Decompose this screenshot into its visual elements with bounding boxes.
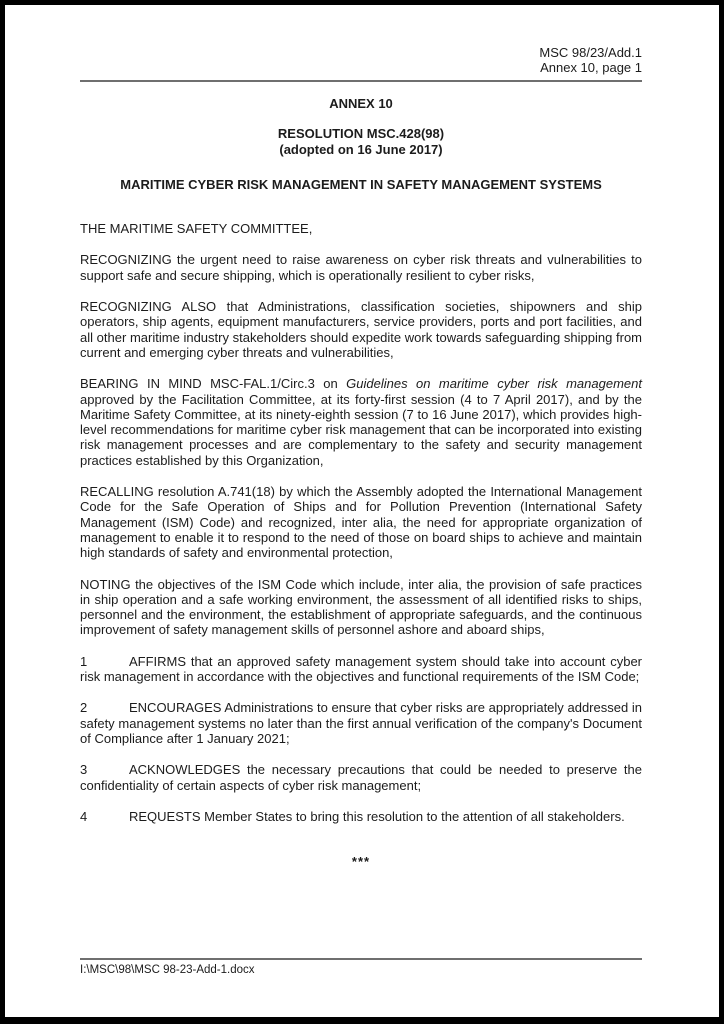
paragraph-number: 2 <box>80 700 88 716</box>
paragraph-text: BEARING IN MIND MSC-FAL.1/Circ.3 on <box>80 376 347 392</box>
operative-paragraph-3 <box>80 762 642 793</box>
paragraph-text: approved by the Facilitation Committee, at its forty-first session (4 to 7 April 2017), and by the Maritime Safety Committee, at its ninety-eighth session (7 to 16 June 2017), which provides high-level recommendations for maritime cyber risk management that can be incorporated into existing risk management processes and are complementary to the safety and security management practices established by this Organization, <box>80 391 642 468</box>
paragraph-number: 1 <box>80 653 88 669</box>
doc-reference: MSC 98/23/Add.1 <box>539 45 642 60</box>
operative-paragraph-4 <box>80 809 642 824</box>
preamble-paragraph-recalling: RECALLING resolution A.741(18) by which the Assembly adopted the International Management Code for the Safe Operation of Ships and for Pollution Prevention (International Safety Management (ISM) Code) and recognized, inter alia, the need for appropriate organization of management to enable it to respond to the need of those on board ships to achieve and maintain high standards of safety and environmental protection, <box>80 484 642 561</box>
operative-paragraph-2 <box>80 700 642 746</box>
italic-citation: Guidelines on maritime cyber risk management <box>346 376 642 392</box>
paragraph-number: 4 <box>80 808 88 824</box>
page-header <box>80 45 642 75</box>
paragraph-number: 3 <box>80 762 88 778</box>
header-rule <box>80 80 642 82</box>
preamble-paragraph-noting: NOTING the objectives of the ISM Code which include, inter alia, the provision of safe practices in ship operation and a safe working environment, the assessment of all identified risks to ships, personnel and the environment, the establishment of appropriate safeguards, and the continuous improvement of safety management skills of personnel ashore and aboard ships, <box>80 576 642 638</box>
page-footer <box>80 958 642 977</box>
salutation: THE MARITIME SAFETY COMMITTEE, <box>80 221 313 237</box>
file-path: I:\MSC\98\MSC 98-23-Add-1.docx <box>80 964 255 976</box>
paragraph-text: REQUESTS Member States to bring this resolution to the attention of all stakeholders. <box>129 808 625 824</box>
document-page <box>5 5 719 1017</box>
document-title: MARITIME CYBER RISK MANAGEMENT IN SAFETY MANAGEMENT SYSTEMS <box>120 176 602 192</box>
resolution-heading: RESOLUTION MSC.428(98) <box>277 126 445 142</box>
resolution-heading-block <box>80 126 642 157</box>
annex-heading: ANNEX 10 <box>329 96 393 111</box>
adoption-line: (adopted on 16 June 2017) <box>279 141 443 157</box>
paragraph-text: ACKNOWLEDGES the necessary precautions that could be needed to preserve the confidentiality of certain aspects of cyber risk management; <box>80 762 642 793</box>
preamble-paragraph-recognizing-also: RECOGNIZING ALSO that Administrations, classification societies, shipowners and ship operators, ship agents, equipment manufacturers, service providers, ports and port facilities, and all other maritime industry stakeholders should expedite work towards safeguarding shipping from current and emerging cyber threats and vulnerabilities, <box>80 299 642 360</box>
preamble-paragraph-recognizing: RECOGNIZING the urgent need to raise awareness on cyber risk threats and vulnerabilities to support safe and secure shipping, which is operationally resilient to cyber risks, <box>80 252 642 283</box>
preamble-paragraph-bearing-in-mind <box>80 376 642 468</box>
operative-paragraph-1 <box>80 654 642 685</box>
end-of-text-marker: *** <box>351 854 371 870</box>
paragraph-text: ENCOURAGES Administrations to ensure that cyber risks are appropriately addressed in safety management systems no later than the first annual verification of the company's Document of Compliance after 1 January 2021; <box>80 700 642 746</box>
annex-page-reference: Annex 10, page 1 <box>540 60 642 75</box>
paragraph-text: AFFIRMS that an approved safety management system should take into account cyber risk management in accordance with the objectives and functional requirements of the ISM Code; <box>80 653 642 685</box>
